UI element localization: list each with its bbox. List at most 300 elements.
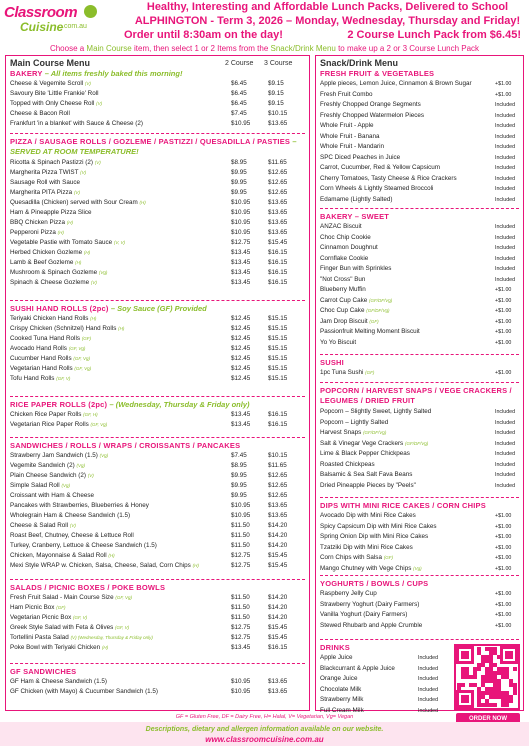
price-2-course: $9.95: [231, 189, 247, 196]
dietary-tag: (V): [80, 170, 87, 175]
item-price: Included: [495, 224, 516, 230]
menu-item[interactable]: [320, 233, 371, 243]
menu-item-name: GF Ham & Cheese Sandwich (1.5): [10, 678, 107, 685]
menu-item[interactable]: [320, 121, 374, 131]
menu-item[interactable]: [320, 589, 377, 599]
menu-item-name: Full Cream Milk: [320, 706, 364, 714]
menu-item-name: Choc Cup Cake: [320, 307, 365, 314]
menu-item[interactable]: [10, 158, 101, 168]
item-price: Included: [418, 676, 439, 682]
menu-item[interactable]: [320, 254, 368, 264]
menu-item-name: Spring Onion Dip with Mini Rice Cakes: [320, 533, 429, 540]
section-title: [10, 137, 306, 157]
dietary-tag: (Vg): [76, 463, 86, 468]
item-price: Included: [495, 234, 516, 241]
menu-item[interactable]: [10, 258, 81, 268]
website-link[interactable]: www.classroomcuisine.com.au: [205, 735, 324, 744]
menu-item[interactable]: [320, 553, 393, 563]
price-2-course: $9.95: [231, 482, 247, 489]
dietary-tag: (GF, V): [115, 625, 130, 630]
item-price: +$1.00: [495, 523, 512, 530]
menu-item[interactable]: [10, 481, 70, 491]
menu-item-name: Cheese & Salad Roll: [10, 522, 69, 529]
price-2-course: $8.95: [231, 462, 247, 469]
menu-item[interactable]: [320, 275, 365, 285]
menu-item[interactable]: [10, 334, 91, 344]
price-3-course: $12.65: [268, 169, 288, 176]
price-2-course: $9.95: [231, 169, 247, 176]
footer-info: Descriptions, dietary and allergen information available on our website.: [145, 726, 384, 733]
dietary-tag: (V) (Wednesday, Thursday & Friday only): [70, 635, 153, 640]
menu-item[interactable]: [320, 195, 392, 205]
menu-item[interactable]: [10, 687, 158, 697]
section-divider: [320, 639, 519, 640]
price-2-course: $11.50: [231, 594, 250, 601]
menu-item-name: Wholegrain Ham & Cheese Sandwich (1.5): [10, 512, 131, 519]
item-price: Included: [495, 276, 516, 283]
menu-item[interactable]: [10, 178, 80, 188]
menu-item[interactable]: [320, 338, 356, 348]
menu-item[interactable]: [320, 264, 391, 274]
menu-item[interactable]: [10, 471, 94, 481]
menu-item[interactable]: [10, 420, 107, 430]
dietary-tag: (V): [90, 280, 97, 285]
menu-item[interactable]: [320, 439, 428, 449]
price-3-course: $10.15: [268, 452, 288, 459]
price-3-course: $9.15: [268, 90, 284, 97]
menu-item[interactable]: [10, 677, 107, 687]
menu-item[interactable]: [10, 238, 125, 248]
menu-item-name: Teriyaki Chicken Hand Rolls: [10, 315, 89, 322]
dietary-tag: (V): [73, 190, 80, 195]
menu-item[interactable]: [320, 621, 422, 631]
menu-item-name: Tortellini Pasta Salad: [10, 634, 69, 641]
menu-item[interactable]: [10, 364, 91, 374]
menu-item[interactable]: [320, 600, 419, 610]
section-note: – SERVED AT ROOM TEMPERATURE!: [10, 137, 297, 156]
menu-item-name: Ham & Pineapple Pizza Slice: [10, 209, 92, 216]
menu-item-name: Quesadilla (Chicken) served with Sour Cream: [10, 199, 138, 206]
menu-item[interactable]: [320, 695, 363, 705]
snack-drink-heading: Snack/Drink Menu: [320, 58, 399, 68]
menu-item-name: Yo Yo Biscuit: [320, 338, 357, 346]
menu-item[interactable]: [10, 248, 90, 258]
menu-item-name: Edamame (Lightly Salted): [320, 195, 393, 203]
item-price: Included: [418, 655, 439, 661]
menu-item[interactable]: [10, 208, 92, 218]
menu-item[interactable]: [10, 521, 76, 531]
qr-module: [513, 691, 517, 695]
menu-item[interactable]: [320, 653, 353, 663]
menu-item[interactable]: [320, 470, 412, 480]
section-title-text: PIZZA / SAUSAGE ROLLS / GOZLEME / PASTIZZI / QUESADILLA / PASTIES: [10, 137, 291, 146]
menu-item[interactable]: [10, 198, 146, 208]
section-title: [10, 441, 306, 451]
dietary-tag: (V): [87, 473, 94, 478]
menu-item[interactable]: [10, 410, 98, 420]
menu-item[interactable]: [320, 368, 374, 378]
menu-item[interactable]: [10, 593, 132, 603]
menu-item-name: Plain Cheese Sandwich (2): [10, 472, 86, 479]
section-title: DRINKS: [320, 643, 350, 652]
menu-item-name: Roast Beef, Chutney, Cheese & Lettuce Roll: [10, 532, 134, 539]
price-3-course: $15.45: [268, 624, 288, 631]
dietary-tag: (GF): [383, 555, 393, 560]
menu-item-name: Apple pieces, Lemon Juice, Cinnamon & Brown Sugar: [320, 80, 472, 87]
item-price: Included: [495, 133, 516, 140]
menu-item[interactable]: [320, 111, 424, 121]
price-3-course: $9.15: [268, 100, 284, 107]
menu-item[interactable]: [320, 610, 407, 620]
menu-item[interactable]: [320, 674, 357, 684]
section-note: – (Wednesday, Thursday & Friday only): [109, 400, 250, 409]
section-divider: [320, 382, 519, 383]
menu-item[interactable]: [10, 633, 153, 643]
price-3-course: $15.15: [268, 355, 288, 362]
logo-domain: .com.au: [62, 23, 87, 30]
dietary-tag: (H): [108, 553, 115, 558]
menu-item[interactable]: [10, 541, 157, 551]
order-now-button[interactable]: ORDER NOW: [456, 713, 520, 725]
item-price: +$1.00: [495, 612, 512, 618]
price-3-course: $13.65: [268, 209, 288, 216]
price-3-course: $13.65: [268, 678, 288, 685]
item-price: Included: [418, 707, 439, 714]
price-2-course: $12.45: [231, 345, 251, 352]
menu-item[interactable]: [320, 222, 362, 232]
section-title: [10, 583, 306, 593]
item-price: Included: [495, 266, 516, 272]
dietary-tag: (GF, Vg): [73, 356, 91, 361]
menu-item[interactable]: [10, 623, 129, 633]
menu-item[interactable]: [10, 461, 85, 471]
price-3-course: $13.65: [268, 688, 288, 695]
menu-item[interactable]: [10, 188, 80, 198]
menu-item[interactable]: [10, 228, 64, 238]
price-2-course: $8.95: [231, 159, 247, 166]
price-2-course: $12.45: [231, 325, 251, 332]
price-2-course: $13.45: [231, 249, 251, 256]
price-3-course: $14.20: [268, 614, 288, 621]
section-divider: [320, 497, 519, 498]
dietary-tag: (H): [66, 220, 73, 225]
price-3-course: $15.15: [268, 325, 288, 332]
dietary-tag: (V, V): [113, 240, 126, 245]
dietary-tag: (V): [96, 101, 103, 106]
section-divider: [10, 396, 305, 397]
menu-item[interactable]: [320, 100, 421, 110]
section-title-text: RICE PAPER ROLLS (2pc): [10, 400, 108, 409]
dietary-tag: (GF, V): [73, 615, 88, 620]
item-price: Included: [495, 154, 516, 161]
menu-item[interactable]: [10, 511, 130, 521]
menu-item[interactable]: [320, 184, 433, 194]
price-3-course: $14.20: [268, 522, 288, 529]
section-title-text: GF SANDWICHES: [10, 667, 77, 676]
menu-item[interactable]: [320, 460, 375, 470]
dietary-tag: (GF, Vg): [90, 422, 108, 427]
menu-item[interactable]: [320, 481, 416, 491]
dietary-tag: (GF): [56, 605, 66, 610]
menu-item[interactable]: [320, 532, 428, 542]
qr-module: [457, 687, 461, 691]
price-3-course: $9.15: [268, 80, 284, 87]
item-price: +$1.00: [495, 544, 512, 551]
menu-item-name: Margherita Pizza TWIST: [10, 169, 79, 176]
menu-item-name: Greek Style Salad with Feta & Olives: [10, 624, 114, 631]
menu-item[interactable]: [10, 268, 107, 278]
section-title: DIPS WITH MINI RICE CAKES / CORN CHIPS: [320, 501, 486, 510]
menu-item-name: Balsamic & Sea Salt Fava Beans: [320, 471, 413, 478]
section-note: – All items freshly baked this morning!: [44, 69, 183, 78]
menu-item[interactable]: [320, 685, 361, 695]
item-price: +$1.00: [495, 555, 512, 561]
price-2-course: $6.45: [231, 90, 247, 97]
menu-item[interactable]: [10, 501, 149, 511]
price-3-course: $13.65: [268, 512, 288, 519]
menu-item[interactable]: [10, 374, 70, 384]
item-price: Included: [495, 245, 516, 251]
menu-item-name: Freshly Chopped Watermelon Pieces: [320, 111, 425, 119]
price-3-course: $14.20: [268, 604, 288, 611]
dietary-tag: (H): [139, 200, 146, 205]
item-price: Included: [495, 196, 516, 203]
menu-item-name: Lamb & Beef Gozleme: [10, 259, 74, 266]
menu-item-name: Sausage Roll with Sauce: [10, 179, 81, 186]
menu-item-name: Vegetable Pastie with Tomato Sauce: [10, 239, 113, 246]
menu-item[interactable]: [10, 89, 99, 99]
menu-item-name: GF Chicken (with Mayo) & Cucumber Sandwich (1.5): [10, 688, 159, 695]
menu-item[interactable]: [10, 314, 96, 324]
menu-item[interactable]: [10, 278, 97, 288]
section-divider: [320, 354, 519, 355]
price-3-course: $15.45: [268, 239, 288, 246]
menu-item-name: Dried Pineapple Pieces by "Peels": [320, 481, 416, 489]
item-price: Included: [495, 419, 516, 426]
menu-item-name: Cucumber Hand Rolls: [10, 355, 72, 362]
price-3-course: $16.15: [268, 279, 288, 286]
price-2-course: $12.75: [231, 562, 251, 569]
menu-item[interactable]: [320, 174, 457, 184]
menu-item[interactable]: [10, 531, 134, 541]
menu-item[interactable]: [320, 285, 366, 295]
menu-item[interactable]: [320, 306, 389, 316]
item-price: Included: [418, 697, 439, 703]
item-price: +$1.00: [495, 513, 512, 519]
item-price: +$1.00: [495, 591, 512, 597]
section-title: SUSHI: [320, 358, 344, 367]
menu-item[interactable]: [10, 99, 102, 109]
price-2-course: $13.45: [231, 644, 251, 651]
price-3-course: $14.20: [268, 542, 288, 549]
menu-item[interactable]: [10, 643, 108, 653]
dietary-tag: (H): [192, 563, 199, 568]
price-3-course: $15.15: [268, 345, 288, 352]
menu-item[interactable]: [10, 451, 108, 461]
section-title: FRESH FRUIT & VEGETABLES: [320, 69, 435, 78]
menu-item[interactable]: [320, 90, 373, 100]
col-2-course: 2 Course: [225, 60, 254, 67]
menu-item-name: Cheese & Vegemite Scroll: [10, 80, 84, 87]
item-price: Included: [495, 102, 516, 108]
menu-item-name: Roasted Chickpeas: [320, 460, 375, 468]
price-3-course: $16.15: [268, 249, 288, 256]
dietary-tag: (H): [90, 316, 97, 321]
main-course-panel: [5, 55, 310, 711]
menu-item-name: Corn Chips with Salsa: [320, 554, 382, 561]
menu-item[interactable]: [320, 449, 410, 459]
price-2-course: $10.95: [231, 502, 251, 509]
section-title: [10, 667, 306, 677]
menu-item-name: Blackcurrant & Apple Juice: [320, 664, 395, 672]
col-3-course: 3 Course: [264, 60, 293, 67]
price-3-course: $13.65: [268, 219, 288, 226]
price-2-course: $10.95: [231, 120, 251, 127]
menu-item[interactable]: [320, 132, 380, 142]
menu-item[interactable]: [10, 324, 124, 334]
item-price: Included: [495, 472, 516, 478]
dietary-tag: (GF, V): [56, 376, 71, 381]
price-2-course: $12.45: [231, 365, 251, 372]
qr-code[interactable]: [454, 644, 520, 710]
dietary-tag: (H): [83, 250, 91, 255]
section-title-text: SALADS / PICNIC BOXES / POKE BOWLS: [10, 583, 166, 592]
menu-item[interactable]: [320, 543, 413, 553]
dietary-tag: (GF, H): [83, 412, 98, 417]
item-price: +$1.00: [495, 318, 512, 325]
header: [0, 0, 529, 42]
menu-item-name: Cooked Tuna Hand Rolls: [10, 335, 81, 342]
menu-item[interactable]: [320, 163, 440, 173]
menu-item[interactable]: [10, 119, 143, 129]
price-3-course: $15.15: [268, 375, 288, 382]
menu-item[interactable]: [10, 561, 199, 571]
menu-item[interactable]: [320, 243, 378, 253]
price-2-course: $11.50: [231, 604, 250, 611]
price-2-course: $13.45: [231, 421, 251, 428]
price-2-course: $12.75: [231, 634, 251, 641]
menu-item[interactable]: [10, 344, 85, 354]
section-divider: [10, 663, 305, 664]
menu-item-name: Savoury Bite 'Little Frankie' Roll: [10, 90, 99, 97]
menu-item[interactable]: [320, 564, 422, 574]
price-2-course: $12.45: [231, 355, 251, 362]
qr-module: [477, 667, 481, 671]
menu-item-name: Carrot Cup Cake: [320, 296, 368, 304]
menu-item[interactable]: [10, 79, 91, 89]
menu-item[interactable]: [10, 109, 70, 119]
price-2-course: $11.50: [231, 542, 250, 549]
menu-item[interactable]: [320, 664, 395, 674]
menu-item-name: Passionfruit Melting Moment Biscuit: [320, 328, 420, 335]
menu-item[interactable]: [10, 613, 87, 623]
menu-item-name: Chocolate Milk: [320, 685, 362, 693]
intro-text: Choose a Main Course item, then select 1 or 2 Items from the Snack/Drink Menu to make up a 2 or 3 Course Lunch Pack: [49, 44, 480, 53]
menu-item[interactable]: [320, 79, 472, 89]
menu-item[interactable]: [320, 522, 437, 532]
dietary-tag: (H): [75, 260, 82, 265]
price-2-course: $6.45: [231, 80, 247, 87]
menu-item[interactable]: [320, 142, 384, 152]
menu-item-name: BBQ Chicken Pizza: [10, 219, 65, 226]
dietary-tag: (GF/DF/Vg): [369, 297, 393, 303]
price-3-course: $12.65: [268, 179, 288, 186]
menu-item[interactable]: [10, 218, 73, 228]
menu-item[interactable]: [320, 153, 400, 163]
section-divider: [320, 575, 519, 576]
price-2-course: $12.45: [231, 315, 251, 322]
dietary-tag: (GF, Vg): [68, 346, 86, 351]
menu-item[interactable]: [10, 491, 94, 501]
order-deadline: Order until 8:30am on the day!: [124, 29, 283, 41]
price-3-course: $12.65: [268, 492, 288, 499]
menu-item-name: Strawberry Yoghurt (Dairy Farmers): [320, 600, 420, 608]
menu-item[interactable]: [320, 327, 420, 337]
menu-item-name: Herbed Chicken Gozleme: [10, 249, 83, 256]
price-2-course: $7.45: [231, 110, 247, 117]
menu-item[interactable]: [320, 407, 431, 417]
section-divider: [10, 437, 305, 438]
menu-item[interactable]: [320, 511, 416, 521]
menu-item-name: Margherita PITA Pizza: [10, 189, 73, 196]
menu-item-name: Harvest Snaps: [320, 429, 362, 436]
menu-item-name: Strawberry Jam Sandwich (1.5): [10, 452, 98, 459]
qr-module: [473, 675, 477, 679]
price-note: 2 Course Lunch Pack from $6.45!: [347, 29, 521, 41]
item-price: Included: [495, 482, 516, 489]
price-2-course: $7.45: [231, 452, 247, 459]
item-price: Included: [495, 175, 516, 182]
item-price: +$1.00: [495, 308, 512, 314]
menu-item[interactable]: [320, 317, 379, 327]
dietary-tag: (H): [118, 326, 125, 331]
item-price: Included: [495, 461, 516, 468]
menu-item[interactable]: [320, 418, 388, 428]
menu-item[interactable]: [320, 428, 386, 438]
menu-item-name: Frankfurt 'in a blanket' with Sauce & Cheese (2): [10, 120, 143, 127]
menu-item[interactable]: [10, 168, 86, 178]
price-2-course: $10.95: [231, 199, 251, 206]
price-2-course: $13.45: [231, 259, 251, 266]
logo[interactable]: [4, 4, 98, 40]
menu-item[interactable]: [320, 296, 392, 306]
price-2-course: $11.50: [231, 614, 250, 621]
menu-item-name: Mango Chutney with Vege Chips: [320, 564, 412, 572]
price-3-course: $16.15: [268, 421, 288, 428]
menu-item-name: Freshly Chopped Orange Segments: [320, 101, 421, 108]
dietary-tag: (H): [57, 230, 64, 235]
price-3-course: $12.65: [268, 482, 288, 489]
price-3-course: $10.15: [268, 110, 288, 117]
dietary-tag: (V): [94, 160, 101, 165]
menu-item-name: Popcorn – Slightly Sweet, Lightly Salted: [320, 408, 432, 415]
dietary-tag: (V): [69, 523, 76, 528]
section-divider: [10, 300, 305, 301]
snack-drink-panel: [315, 55, 524, 714]
item-price: Included: [418, 665, 439, 672]
menu-item[interactable]: [10, 603, 65, 613]
menu-item[interactable]: [10, 551, 115, 561]
dietary-tag: (Vg): [99, 453, 109, 458]
menu-item-name: Popcorn – Lightly Salted: [320, 418, 389, 426]
price-2-course: $12.75: [231, 624, 251, 631]
dietary-tag: (GF/DF/Vg): [363, 430, 387, 435]
item-price: +$1.00: [495, 91, 512, 98]
price-3-course: $16.15: [268, 269, 288, 276]
qr-module: [493, 703, 497, 707]
menu-item[interactable]: [10, 354, 90, 364]
menu-item-name: Raspberry Jelly Cup: [320, 590, 377, 597]
